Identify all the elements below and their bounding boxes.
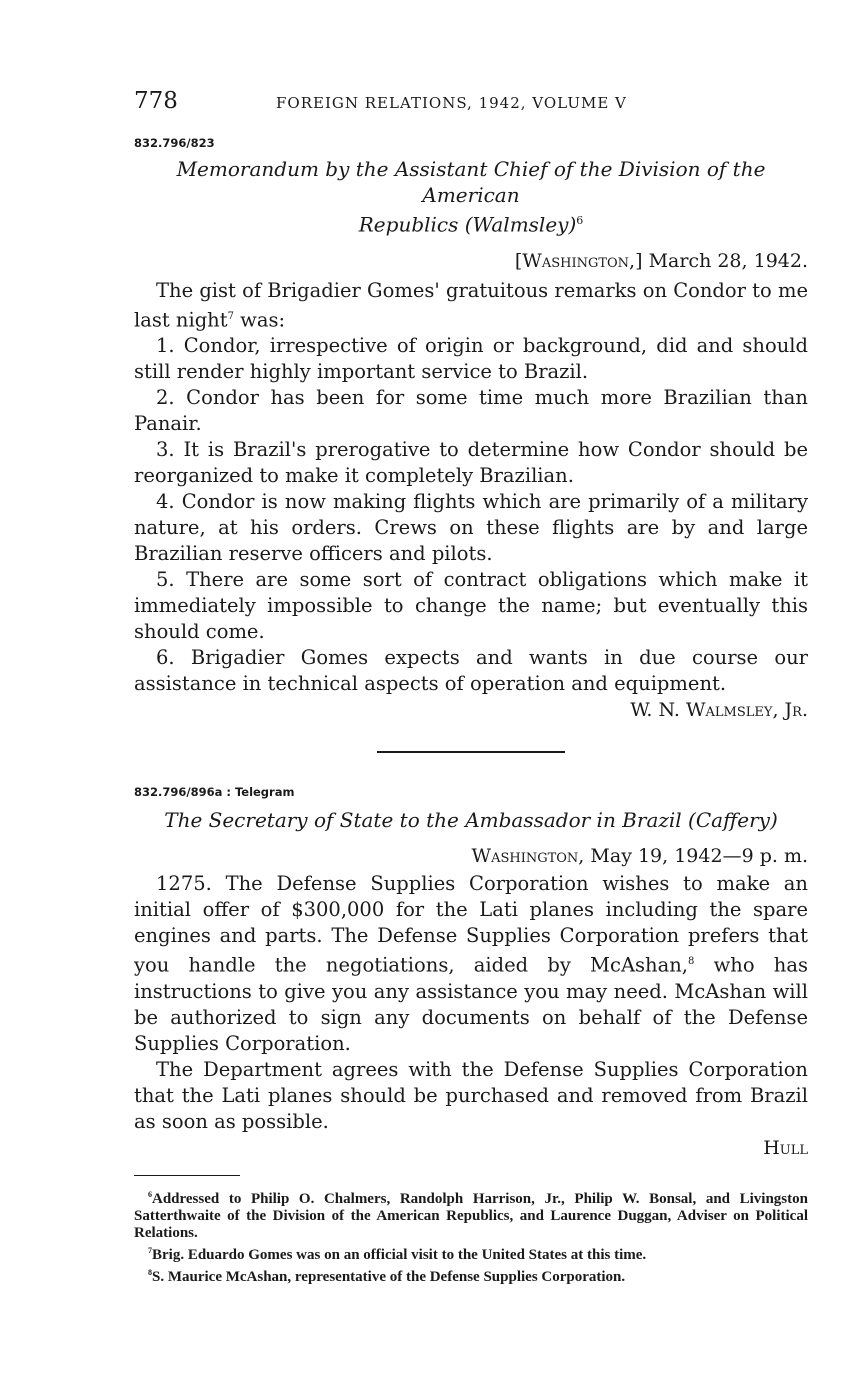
memo-intro-after: was: [240,308,286,332]
footnote-rule [134,1175,240,1176]
document-title-1 [134,156,808,238]
memo-intro [134,278,808,334]
memo-intro-before: The gist of Brigadier Gomes' gratuitous remarks on Condor to me last night [134,278,808,332]
document-title-2: The Secretary of State to the Ambassador in Brazil (Caffery) [164,808,778,833]
footnote-7 [134,1242,808,1264]
title-line-1: Memorandum by the Assistant Chief of the Division of the American [176,157,766,207]
telegram-p1-part2: who has instructions to give you any assistance you may need. McAshan will be authorized to sign any documents on behalf of the Defense Supplies Corporation. [134,953,808,1055]
file-number-1: 832.796/823 [134,136,215,150]
title-line-2-text: Republics (Walmsley) [358,212,577,237]
signature-2: Hull [763,1136,808,1159]
memo-point-1: 1. Condor, irrespective of origin or background, did and should still render highly important service to Brazil. [134,334,808,384]
page-header [134,88,808,118]
footnote-text: S. Maurice McAshan, representative of the Defense Supplies Corporation. [152,1268,626,1285]
dateline-2 [134,845,808,867]
dateline-date-1: March 28, 1942. [648,249,808,272]
file-number-2: 832.796/896a : Telegram [134,785,295,800]
footnote-ref-8: 8 [687,956,695,968]
footnote-8 [134,1264,808,1286]
telegram-paragraph-1 [134,871,808,1057]
footnote-text: Addressed to Philip O. Chalmers, Randolph Harrison, Jr., Philip W. Bonsal, and Livingston Satterthwaite of the Division of the American Republics, and Laurence Duggan, Adviser on Political Relations. [134,1190,808,1241]
page-number: 778 [134,88,178,114]
dateline-place-2: Washington, [471,845,585,868]
telegram-p1-part1: 1275. The Defense Supplies Corporation wishes to make an initial offer of $300,000 for the Lati planes including the spare engines and parts. The Defense Supplies Corporation prefers that you handle the negotiations, aided by McAshan, [134,872,808,977]
dateline-1 [134,250,808,272]
footnotes [134,1186,808,1286]
footnote-ref-7: 7 [227,310,234,322]
telegram-paragraph-2: The Department agrees with the Defense Supplies Corporation that the Lati planes should be purchased and removed from Brazil as soon as possible. [134,1057,808,1133]
dateline-place-1: [Washington,] [514,249,643,272]
footnote-ref-6: 6 [576,214,584,227]
memo-point-6: 6. Brigadier Gomes expects and wants in due course our assistance in technical aspects of operation and equipment. [134,646,808,696]
footnote-marker: 6 [148,1189,152,1199]
section-divider [377,751,565,753]
dateline-date-2: May 19, 1942—9 p. m. [590,845,808,868]
title-line-2 [134,208,808,238]
footnote-text: Brig. Eduardo Gomes was on an official visit to the United States at this time. [152,1246,647,1263]
memo-point-5: 5. There are some sort of contract obligations which make it immediately impossible to change the name; but eventually this should come. [134,568,808,644]
footnote-marker: 7 [148,1245,152,1255]
page [134,88,808,1286]
memo-body [134,278,808,698]
telegram-body [134,871,808,1135]
footnote-6 [134,1186,808,1242]
footnote-marker: 8 [148,1267,152,1277]
memo-point-3: 3. It is Brazil's prerogative to determine how Condor should be reorganized to make it completely Brazilian. [134,438,808,488]
running-head: FOREIGN RELATIONS, 1942, VOLUME V [276,94,627,112]
memo-point-2: 2. Condor has been for some time much more Brazilian than Panair. [134,386,808,436]
signature-1: W. N. Walmsley, Jr. [630,699,808,722]
memo-point-4: 4. Condor is now making flights which are primarily of a military nature, at his orders. Crews on these flights are by and large Brazilian reserve officers and pilots. [134,490,808,566]
